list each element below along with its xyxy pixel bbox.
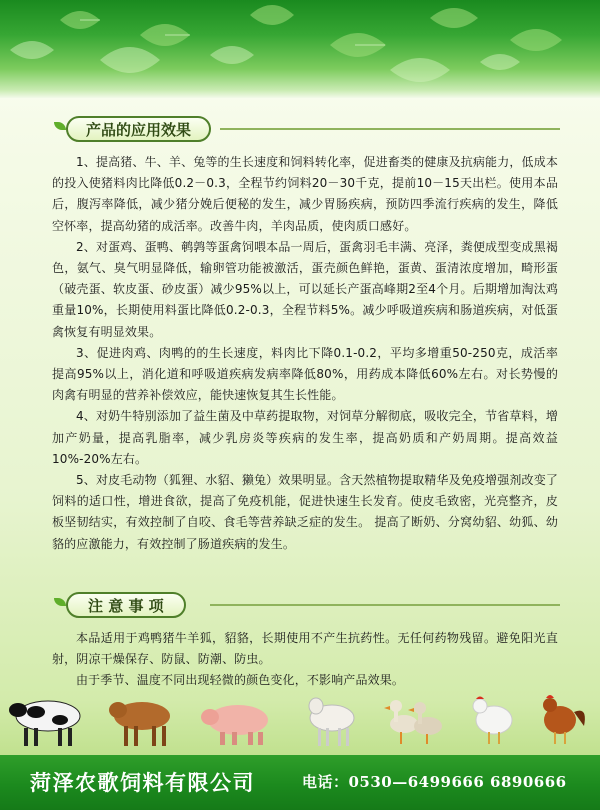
section-title-notes — [66, 592, 186, 618]
section-divider — [210, 604, 560, 606]
notes-paragraph-2: 由于季节、温度不同出现轻微的颜色变化，不影响产品效果。 — [76, 673, 405, 688]
section-title-application — [66, 116, 211, 142]
application-paragraph-3: 3、促进肉鸡、肉鸭的的生长速度，料肉比下降0.1-0.2，平均多增重50-250克，成活率提高95%以上，消化道和呼吸道疾病发病率降低80%，用药成本降低60%左右。对长势慢的肉禽有明显的营养补偿效应，能快速恢复其生长性能。 — [52, 345, 558, 403]
section-title-application-text: 产品的应用效果 — [86, 121, 192, 139]
application-body — [52, 152, 558, 555]
leaf-pattern-icon — [0, 0, 600, 98]
section-title-notes-text: 注 意 事 项 — [88, 597, 164, 615]
pig-icon — [201, 705, 268, 745]
leaf-icon — [54, 598, 66, 606]
application-paragraph-1: 1、提高猪、牛、羊、兔等的生长速度和饲料转化率，促进畜类的健康及抗病能力，低成本的投入使猪料肉比降低0.2－0.3，全程节约饲料20－30千克，提前10－15天出栏。使用本品后，腹泻率降低，减少猪分娩后便秘的发生，减少胃肠疾病，预防四季流行疾病的发生，降低空怀率，提高幼猪的成活率。改善牛肉，羊肉品质，使肉质口感好。 — [52, 155, 558, 233]
leaf-icon — [54, 122, 66, 130]
animal-illustrations — [0, 690, 600, 752]
notes-paragraph-1: 本品适用于鸡鸭猪牛羊狐，貂貉，长期使用不产生抗药性。无任何药物残留。避免阳光直射，阴凉干燥保存、防鼠、防潮、防虫。 — [52, 631, 558, 667]
cow-icon — [9, 701, 80, 746]
top-banner — [0, 0, 600, 98]
phone-number: 电话：0530—6499666 6890666 — [302, 773, 567, 791]
hen-icon — [543, 695, 585, 744]
application-paragraph-2: 2、对蛋鸡、蛋鸭、鹌鹑等蛋禽饲喂本品一周后，蛋禽羽毛丰满、亮泽，粪便成型变成黑褐色，氨气、臭气明显降低，输卵管功能被激活，蛋壳颜色鲜艳，蛋黄、蛋清浓度增加，畸形蛋（破壳蛋、软皮蛋、砂皮蛋）减少95%以上，可以延长产蛋高峰期2至4个月。后期增加淘汰鸡重量10%，长期使用料蛋比降低0.2-0.3，全程节料5%。减少呼吸道疾病和肠道疾病，对低蛋禽恢复有明显效果。 — [52, 239, 558, 339]
notes-body — [52, 628, 558, 692]
application-paragraph-4: 4、对奶牛特别添加了益生菌及中草药提取物，对饲草分解彻底，吸收完全，节省草料，增加产奶量，提高乳脂率，减少乳房炎等疾病的发生率，提高奶质和产奶周期。提高效益10%-20%左右。 — [52, 409, 558, 466]
footer-bar — [0, 755, 600, 810]
goat-icon — [309, 698, 354, 746]
company-name: 菏泽农歌饲料有限公司 — [30, 770, 255, 795]
chicken-icon — [473, 697, 512, 745]
section-divider — [220, 128, 560, 130]
ox-icon — [109, 702, 170, 746]
ducks-icon — [384, 700, 442, 744]
application-paragraph-5: 5、对皮毛动物（狐狸、水貂、獭兔）效果明显。含天然植物提取精华及免疫增强剂改变了饲料的适口性，增进食欲，提高了免疫机能，促进快速生长发育。使皮毛致密，光亮整齐，皮板坚韧结实，有效控制了自咬、食毛等营养缺乏症的发生。 提高了断奶、分窝幼貂、幼狐、幼貉的应激能力，有效控制了肠道疾病的发生。 — [52, 473, 558, 551]
